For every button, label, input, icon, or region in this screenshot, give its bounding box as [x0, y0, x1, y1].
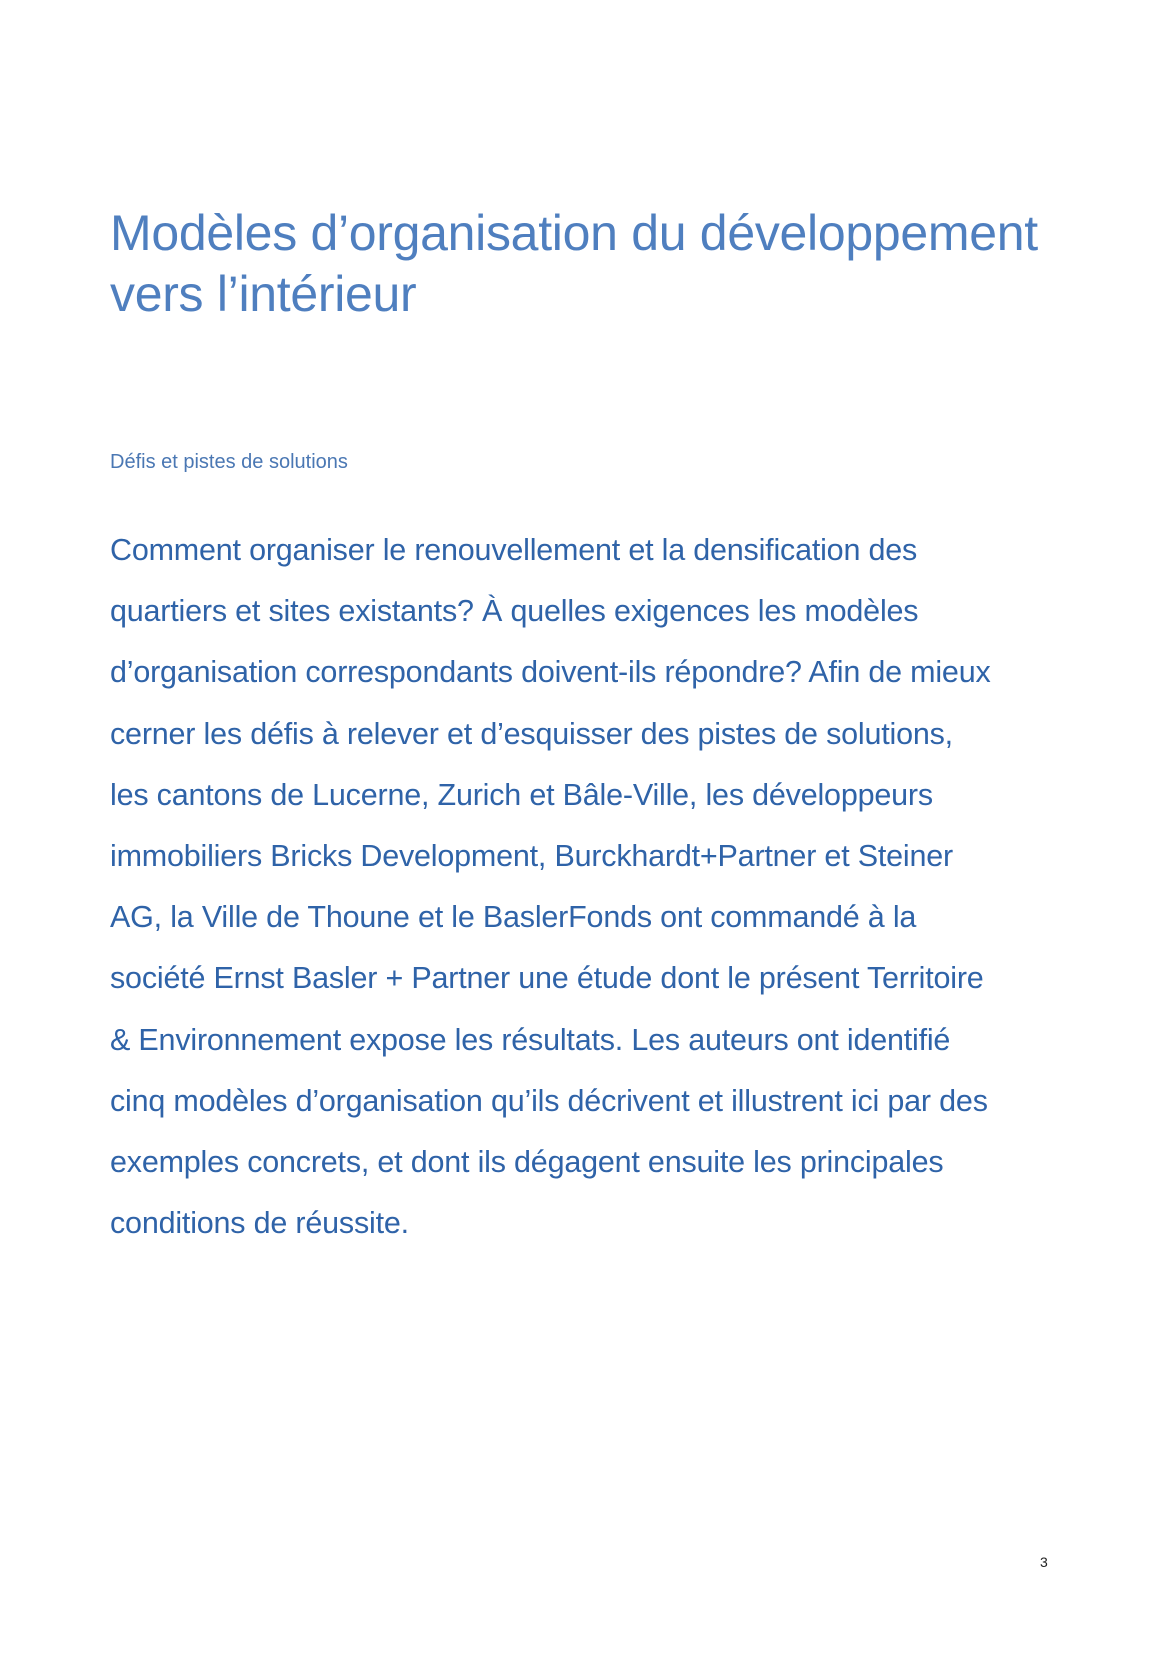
- intro-line: Comment organiser le renouvellement et la densification des: [110, 533, 918, 567]
- page-number: 3: [1040, 1554, 1048, 1570]
- intro-line: société Ernst Basler + Partner une étude dont le présent Territoire: [110, 961, 984, 996]
- intro-line: & Environnement expose les résultats. Les auteurs ont identifié: [110, 1022, 951, 1057]
- intro-line: cerner les défis à relever et d’esquisser des pistes de solutions,: [110, 716, 953, 751]
- intro-line: cinq modèles d’organisation qu’ils décrivent et illustrent ici par des: [110, 1083, 988, 1118]
- intro-line: AG, la Ville de Thoune et le BaslerFonds ont commandé à la: [110, 900, 917, 935]
- page-title: [110, 203, 1070, 325]
- intro-paragraph: [110, 520, 1070, 1254]
- intro-line: les cantons de Lucerne, Zurich et Bâle-Ville, les développeurs: [110, 777, 933, 812]
- intro-line: conditions de réussite.: [110, 1206, 409, 1241]
- intro-line: immobiliers Bricks Development, Burckhardt+Partner et Steiner: [110, 839, 953, 874]
- intro-line: quartiers et sites existants? À quelles exigences les modèles: [110, 594, 919, 629]
- page-title-line: vers l’intérieur: [110, 266, 417, 322]
- intro-line: d’organisation correspondants doivent-ils répondre? Afin de mieux: [110, 655, 991, 690]
- section-subtitle: Défis et pistes de solutions: [110, 451, 348, 473]
- page-title-line: Modèles d’organisation du développement: [110, 205, 1038, 261]
- intro-line: exemples concrets, et dont ils dégagent ensuite les principales: [110, 1145, 944, 1180]
